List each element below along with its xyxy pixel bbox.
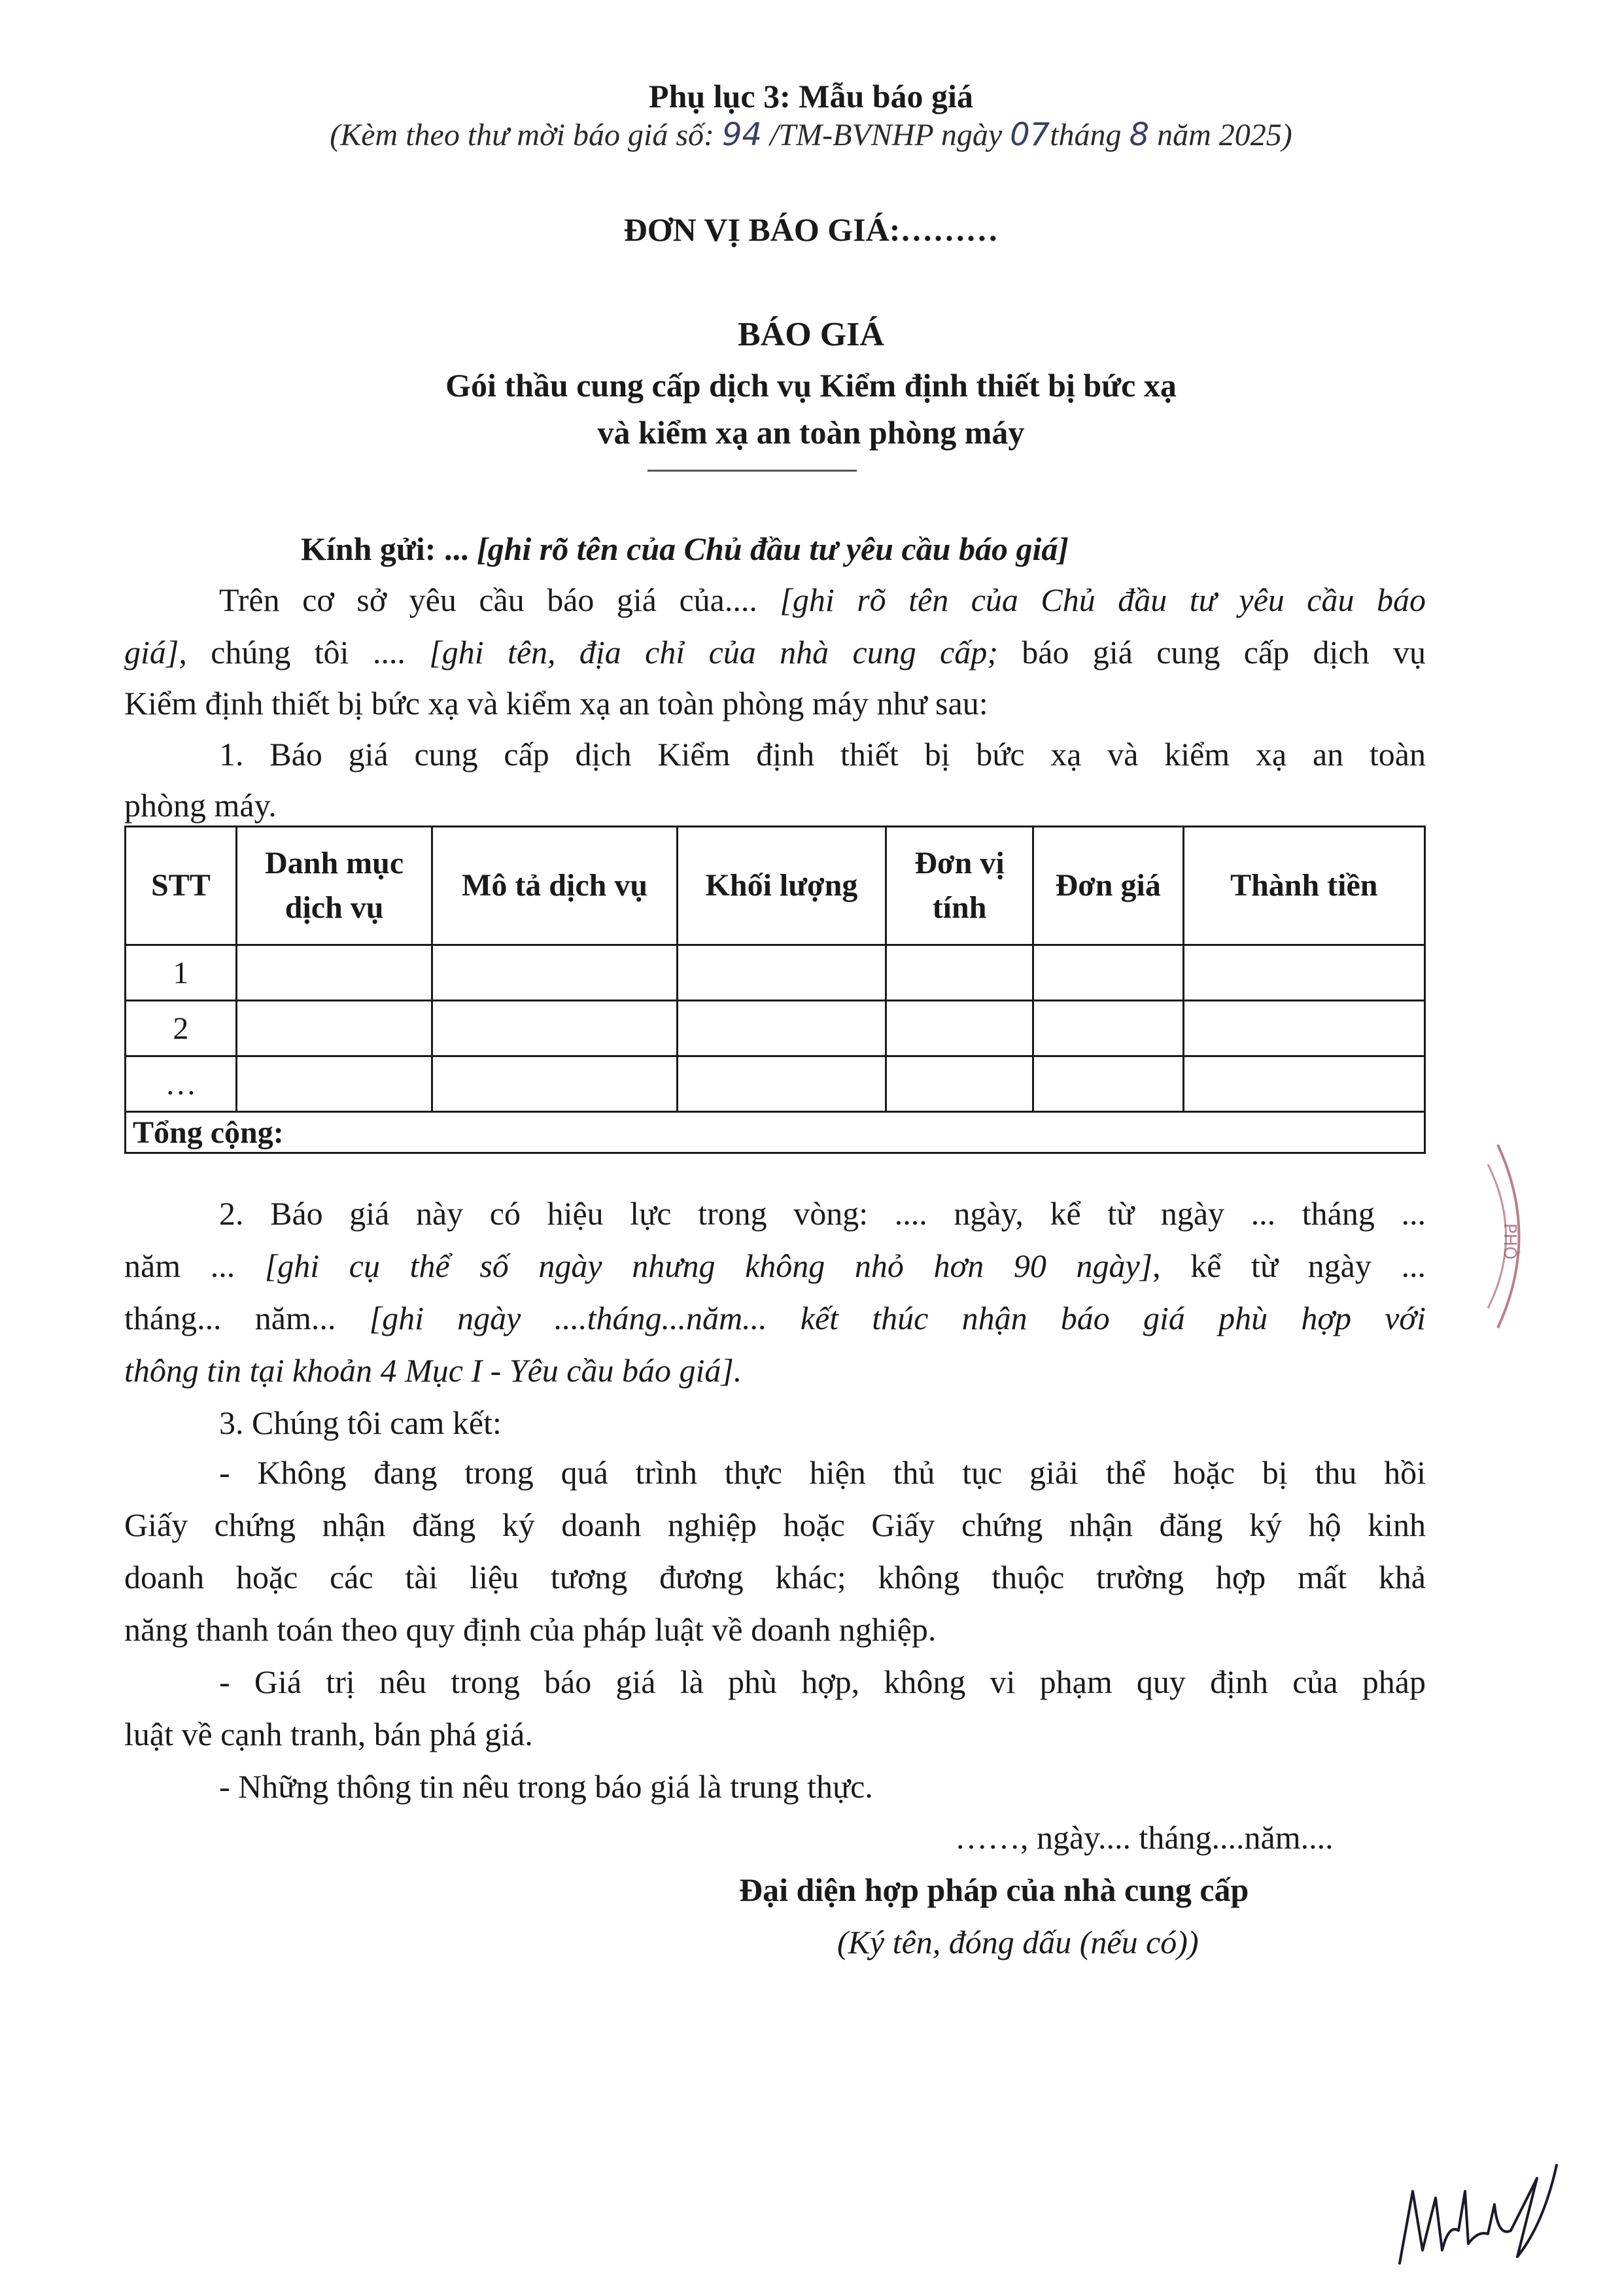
salutation-placeholder: [ghi rõ tên của Chủ đầu tư yêu cầu báo giá] xyxy=(476,531,1069,567)
ref-suffix: năm 2025) xyxy=(1149,118,1292,152)
section2-text: , kể từ ngày ... xyxy=(1152,1247,1426,1284)
date-placeholder: [ghi ngày ....tháng...năm... kết thúc nhận báo giá phù hợp với xyxy=(369,1300,1426,1336)
cell xyxy=(1183,1056,1424,1112)
cell xyxy=(432,945,677,1001)
stamp-edge-icon xyxy=(1485,1138,1544,1334)
intro-line-3: Kiểm định thiết bị bức xạ và kiểm xạ an toàn phòng máy như sau: xyxy=(124,685,988,722)
header-unit-price: Đơn giá xyxy=(1033,827,1183,945)
commitment-1-line2: Giấy chứng nhận đăng ký doanh nghiệp hoặc Giấy chứng nhận đăng ký hộ kinh xyxy=(124,1506,1426,1543)
cell xyxy=(1033,945,1183,1001)
cell xyxy=(1183,945,1424,1001)
supplier-placeholder: [ghi tên, địa chỉ của nhà cung cấp; xyxy=(429,634,998,670)
ref-mid1: /TM-BVNHP ngày xyxy=(762,118,1010,152)
commitment-1-line3: doanh hoặc các tài liệu tương đương khác; không thuộc trường hợp mất khả xyxy=(124,1559,1426,1595)
cell xyxy=(886,1001,1033,1056)
section2-text: tháng... năm... xyxy=(124,1300,370,1336)
commitment-1-line1: - Không đang trong quá trình thực hiện thủ tục giải thể hoặc bị thu hồi xyxy=(219,1454,1426,1491)
cell xyxy=(1033,1001,1183,1056)
intro-placeholder: [ghi rõ tên của Chủ đầu tư yêu cầu báo xyxy=(780,582,1426,618)
cell xyxy=(236,1056,432,1112)
cell xyxy=(236,1001,432,1056)
ref-mid2: tháng xyxy=(1050,118,1130,152)
cell xyxy=(432,1001,677,1056)
signer-title: Đại diện hợp pháp của nhà cung cấp xyxy=(739,1871,1249,1908)
header-service-description: Mô tả dịch vụ xyxy=(432,827,677,945)
intro-line-1 xyxy=(219,581,1426,619)
section3-heading: 3. Chúng tôi cam kết: xyxy=(219,1404,502,1441)
commitment-2-line2: luật về cạnh tranh, bán phá giá. xyxy=(124,1716,533,1752)
table-total-row xyxy=(126,1112,1425,1153)
intro-text: Trên cơ sở yêu cầu báo giá của.... xyxy=(219,582,780,618)
ref-number-handwritten: 94 xyxy=(721,116,763,153)
unit-label: ĐƠN VỊ BÁO GIÁ:……… xyxy=(623,211,999,248)
cell xyxy=(1033,1056,1183,1112)
section2-line4: thông tin tại khoản 4 Mục I - Yêu cầu báo giá]. xyxy=(124,1352,742,1389)
cell xyxy=(886,945,1033,1001)
ref-prefix: (Kèm theo thư mời báo giá số: xyxy=(330,118,722,152)
commitment-2-line1: - Giá trị nêu trong báo giá là phù hợp, không vi phạm quy định của pháp xyxy=(219,1663,1426,1700)
cell xyxy=(1183,1001,1424,1056)
row-stt: 1 xyxy=(126,945,237,1001)
header-quantity: Khối lượng xyxy=(677,827,886,945)
section2-text: năm ... xyxy=(124,1247,265,1284)
cell xyxy=(677,1056,886,1112)
svg-text:PHÒ: PHÒ xyxy=(1500,1223,1519,1260)
header-total-amount: Thành tiền xyxy=(1183,827,1424,945)
commitment-1-line4: năng thanh toán theo quy định của pháp luật về doanh nghiệp. xyxy=(124,1611,937,1648)
cell xyxy=(677,1001,886,1056)
reference-line xyxy=(0,116,1622,153)
package-title-line2: và kiểm xạ an toàn phòng máy xyxy=(597,414,1025,451)
quote-table xyxy=(124,826,1426,1154)
commitment-3: - Những thông tin nêu trong báo giá là trung thực. xyxy=(219,1768,873,1805)
cell xyxy=(236,945,432,1001)
table-header-row xyxy=(126,827,1425,945)
table-row xyxy=(126,1056,1425,1112)
header-service-list: Danh mục dịch vụ xyxy=(236,827,432,945)
section1-line2: phòng máy. xyxy=(124,787,277,824)
title-underline xyxy=(647,470,857,472)
intro-placeholder-end: giá] xyxy=(124,634,179,670)
section1-line1: 1. Báo giá cung cấp dịch Kiểm định thiết bị bức xạ và kiểm xạ an toàn xyxy=(219,736,1426,773)
salutation-label: Kính gửi: ... xyxy=(301,531,477,567)
salutation xyxy=(301,530,1069,568)
total-label: Tổng cộng: xyxy=(126,1112,1425,1153)
intro-text: báo giá cung cấp dịch vụ xyxy=(997,634,1426,670)
cell xyxy=(886,1056,1033,1112)
ref-month-handwritten: 8 xyxy=(1129,116,1150,153)
signature-icon xyxy=(1387,2152,1583,2283)
cell xyxy=(677,945,886,1001)
table-row xyxy=(126,1001,1425,1056)
days-placeholder: [ghi cụ thể số ngày nhưng không nhỏ hơn 90 ngày] xyxy=(264,1247,1153,1284)
date-line: ……, ngày.... tháng....năm.... xyxy=(955,1819,1334,1856)
intro-text: , chúng tôi .... xyxy=(179,634,430,670)
ref-day-handwritten: 07 xyxy=(1010,116,1050,153)
cell xyxy=(432,1056,677,1112)
package-title-line1: Gói thầu cung cấp dịch vụ Kiểm định thiết bị bức xạ xyxy=(445,367,1177,404)
table-row xyxy=(126,945,1425,1001)
appendix-title: Phụ lục 3: Mẫu báo giá xyxy=(649,78,973,114)
row-stt: 2 xyxy=(126,1001,237,1056)
section2-line1: 2. Báo giá này có hiệu lực trong vòng: .... ngày, kể từ ngày ... tháng ... xyxy=(219,1195,1426,1232)
header-unit: Đơn vị tính xyxy=(886,827,1033,945)
row-stt: … xyxy=(126,1056,237,1112)
document-title: BÁO GIÁ xyxy=(738,316,884,353)
sign-note: (Ký tên, đóng dấu (nếu có)) xyxy=(837,1924,1199,1960)
section2-line2 xyxy=(124,1247,1426,1285)
section2-line3 xyxy=(124,1299,1426,1337)
header-stt: STT xyxy=(126,827,237,945)
intro-line-2 xyxy=(124,633,1426,671)
